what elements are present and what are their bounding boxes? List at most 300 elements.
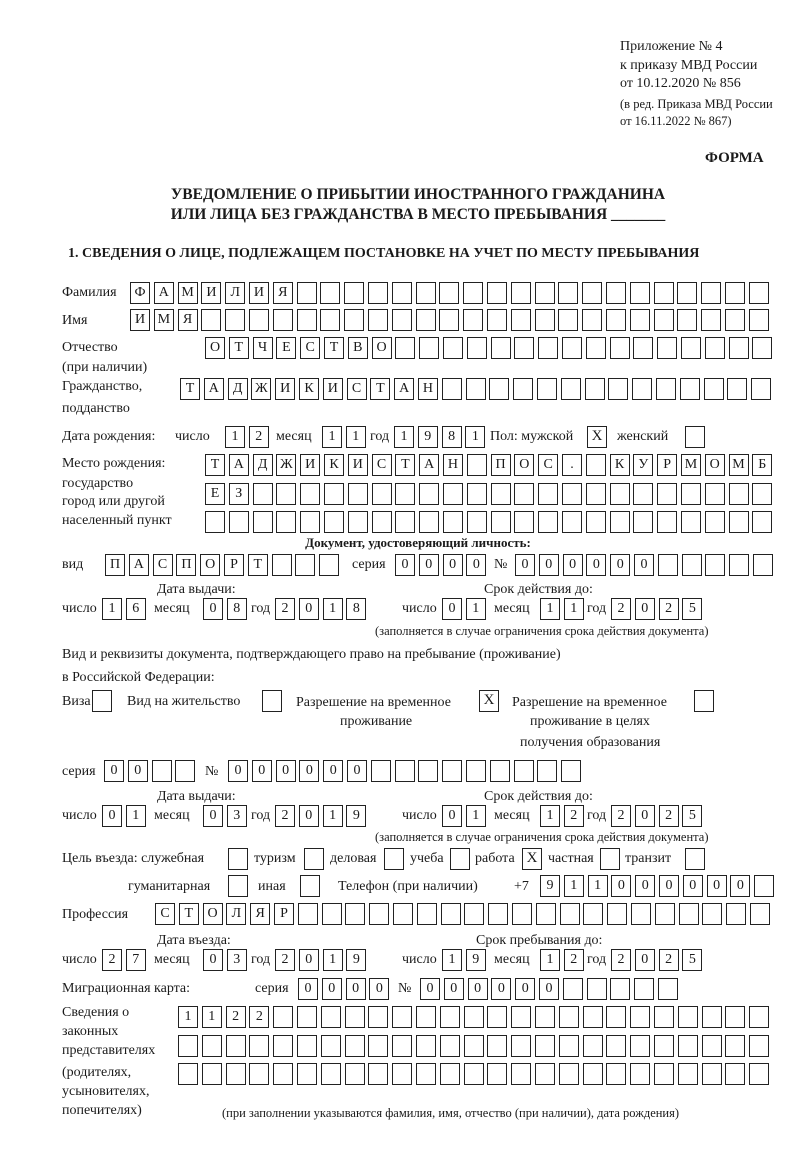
char-box[interactable] xyxy=(535,282,555,304)
char-box[interactable] xyxy=(562,483,582,505)
char-box[interactable] xyxy=(749,282,769,304)
char-box[interactable] xyxy=(393,903,413,925)
char-box[interactable]: С xyxy=(155,903,175,925)
stay-doc-series-field[interactable] xyxy=(104,760,195,782)
char-box[interactable] xyxy=(511,309,531,331)
char-box[interactable]: Д xyxy=(253,454,273,476)
char-box[interactable] xyxy=(416,309,436,331)
char-box[interactable] xyxy=(582,282,602,304)
purpose-study-checkbox[interactable] xyxy=(450,848,470,870)
char-box[interactable] xyxy=(487,1006,507,1028)
char-box[interactable]: С xyxy=(372,454,392,476)
purpose-private-checkbox[interactable] xyxy=(600,848,620,870)
char-box[interactable]: 0 xyxy=(515,978,535,1000)
birth-day-field[interactable] xyxy=(225,426,269,448)
char-box[interactable]: Е xyxy=(276,337,296,359)
id-valid-year-field[interactable] xyxy=(611,598,702,620)
char-box[interactable]: 7 xyxy=(126,949,146,971)
char-box[interactable] xyxy=(705,337,725,359)
char-box[interactable] xyxy=(511,1035,531,1057)
char-box[interactable] xyxy=(324,483,344,505)
sex-male-checkbox[interactable]: X xyxy=(587,426,607,448)
char-box[interactable] xyxy=(295,554,315,576)
char-box[interactable] xyxy=(702,903,722,925)
char-box[interactable]: 0 xyxy=(323,760,343,782)
char-box[interactable]: М xyxy=(729,454,749,476)
char-box[interactable]: 0 xyxy=(346,978,366,1000)
char-box[interactable] xyxy=(345,1063,365,1085)
char-box[interactable]: 0 xyxy=(322,978,342,1000)
char-box[interactable]: А xyxy=(154,282,174,304)
char-box[interactable] xyxy=(610,337,630,359)
char-box[interactable] xyxy=(608,378,628,400)
char-box[interactable] xyxy=(416,1063,436,1085)
char-box[interactable]: 0 xyxy=(104,760,124,782)
char-box[interactable] xyxy=(297,1006,317,1028)
char-box[interactable] xyxy=(395,483,415,505)
char-box[interactable] xyxy=(297,1035,317,1057)
char-box[interactable] xyxy=(536,903,556,925)
char-box[interactable] xyxy=(610,511,630,533)
stay-issue-day-field[interactable] xyxy=(102,805,146,827)
char-box[interactable] xyxy=(682,554,702,576)
char-box[interactable] xyxy=(392,1035,412,1057)
char-box[interactable]: 2 xyxy=(564,949,584,971)
char-box[interactable] xyxy=(702,1035,722,1057)
char-box[interactable]: 1 xyxy=(588,875,608,897)
char-box[interactable] xyxy=(680,378,700,400)
stay-valid-month-field[interactable] xyxy=(540,805,584,827)
char-box[interactable] xyxy=(491,337,511,359)
name-field[interactable] xyxy=(130,309,769,331)
char-box[interactable] xyxy=(559,1035,579,1057)
char-box[interactable] xyxy=(273,1006,293,1028)
char-box[interactable] xyxy=(297,309,317,331)
char-box[interactable]: Ж xyxy=(276,454,296,476)
char-box[interactable]: 0 xyxy=(707,875,727,897)
char-box[interactable]: 1 xyxy=(323,949,343,971)
char-box[interactable]: 8 xyxy=(442,426,462,448)
char-box[interactable] xyxy=(677,282,697,304)
char-box[interactable] xyxy=(321,1063,341,1085)
char-box[interactable] xyxy=(178,1063,198,1085)
char-box[interactable] xyxy=(610,483,630,505)
char-box[interactable] xyxy=(630,309,650,331)
char-box[interactable]: 1 xyxy=(540,805,560,827)
char-box[interactable]: 0 xyxy=(228,760,248,782)
char-box[interactable] xyxy=(701,309,721,331)
char-box[interactable]: Т xyxy=(180,378,200,400)
id-issue-year-field[interactable] xyxy=(275,598,366,620)
char-box[interactable] xyxy=(368,1063,388,1085)
char-box[interactable] xyxy=(416,1035,436,1057)
char-box[interactable]: Т xyxy=(205,454,225,476)
char-box[interactable] xyxy=(253,483,273,505)
char-box[interactable]: 0 xyxy=(102,805,122,827)
char-box[interactable] xyxy=(705,483,725,505)
char-box[interactable] xyxy=(729,554,749,576)
representatives-field-1[interactable] xyxy=(178,1006,769,1028)
char-box[interactable]: Т xyxy=(370,378,390,400)
entry-month-field[interactable] xyxy=(203,949,247,971)
char-box[interactable]: И xyxy=(300,454,320,476)
char-box[interactable] xyxy=(201,309,221,331)
char-box[interactable]: 0 xyxy=(347,760,367,782)
char-box[interactable] xyxy=(535,1035,555,1057)
char-box[interactable]: 1 xyxy=(102,598,122,620)
char-box[interactable] xyxy=(205,511,225,533)
char-box[interactable]: О xyxy=(200,554,220,576)
birth-year-field[interactable] xyxy=(394,426,485,448)
char-box[interactable] xyxy=(633,483,653,505)
char-box[interactable] xyxy=(726,903,746,925)
char-box[interactable]: 0 xyxy=(420,978,440,1000)
char-box[interactable]: 0 xyxy=(203,805,223,827)
char-box[interactable] xyxy=(511,1006,531,1028)
char-box[interactable]: 2 xyxy=(226,1006,246,1028)
char-box[interactable] xyxy=(654,1006,674,1028)
char-box[interactable] xyxy=(749,309,769,331)
char-box[interactable]: С xyxy=(300,337,320,359)
char-box[interactable]: 0 xyxy=(635,598,655,620)
birth-month-field[interactable] xyxy=(322,426,366,448)
char-box[interactable]: 1 xyxy=(442,949,462,971)
purpose-humanitarian-checkbox[interactable] xyxy=(228,875,248,897)
char-box[interactable]: З xyxy=(229,483,249,505)
char-box[interactable] xyxy=(440,1006,460,1028)
migration-card-series-field[interactable] xyxy=(298,978,389,1000)
visa-checkbox[interactable] xyxy=(92,690,112,712)
char-box[interactable] xyxy=(729,483,749,505)
char-box[interactable] xyxy=(630,1063,650,1085)
char-box[interactable]: 5 xyxy=(682,598,702,620)
char-box[interactable] xyxy=(559,1006,579,1028)
char-box[interactable] xyxy=(395,760,415,782)
char-box[interactable]: Т xyxy=(395,454,415,476)
char-box[interactable]: И xyxy=(249,282,269,304)
char-box[interactable]: 0 xyxy=(203,949,223,971)
char-box[interactable] xyxy=(658,978,678,1000)
char-box[interactable] xyxy=(202,1035,222,1057)
char-box[interactable] xyxy=(443,511,463,533)
char-box[interactable] xyxy=(320,282,340,304)
char-box[interactable]: 0 xyxy=(730,875,750,897)
char-box[interactable] xyxy=(679,903,699,925)
char-box[interactable] xyxy=(322,903,342,925)
char-box[interactable]: 0 xyxy=(468,978,488,1000)
char-box[interactable] xyxy=(749,1006,769,1028)
char-box[interactable] xyxy=(467,511,487,533)
birth-place-field-3[interactable] xyxy=(205,511,772,533)
representatives-field-3[interactable] xyxy=(178,1063,769,1085)
char-box[interactable] xyxy=(657,511,677,533)
char-box[interactable] xyxy=(586,483,606,505)
purpose-official-checkbox[interactable] xyxy=(228,848,248,870)
char-box[interactable] xyxy=(630,1035,650,1057)
char-box[interactable] xyxy=(633,337,653,359)
char-box[interactable]: 1 xyxy=(322,426,342,448)
char-box[interactable] xyxy=(442,378,462,400)
char-box[interactable] xyxy=(606,1035,626,1057)
char-box[interactable] xyxy=(368,1006,388,1028)
char-box[interactable] xyxy=(226,1035,246,1057)
char-box[interactable] xyxy=(348,483,368,505)
char-box[interactable]: 0 xyxy=(635,805,655,827)
char-box[interactable] xyxy=(535,309,555,331)
char-box[interactable]: 1 xyxy=(126,805,146,827)
char-box[interactable] xyxy=(654,1063,674,1085)
char-box[interactable]: 2 xyxy=(659,949,679,971)
char-box[interactable]: Я xyxy=(273,282,293,304)
char-box[interactable] xyxy=(467,454,487,476)
trp-edu-checkbox[interactable] xyxy=(694,690,714,712)
char-box[interactable]: 6 xyxy=(126,598,146,620)
char-box[interactable] xyxy=(490,760,510,782)
purpose-other-checkbox[interactable] xyxy=(300,875,320,897)
char-box[interactable] xyxy=(324,511,344,533)
char-box[interactable] xyxy=(440,1063,460,1085)
char-box[interactable] xyxy=(607,903,627,925)
char-box[interactable]: М xyxy=(178,282,198,304)
char-box[interactable] xyxy=(178,1035,198,1057)
char-box[interactable]: 0 xyxy=(299,760,319,782)
char-box[interactable]: 5 xyxy=(682,949,702,971)
char-box[interactable]: 1 xyxy=(466,598,486,620)
entry-year-field[interactable] xyxy=(275,949,366,971)
char-box[interactable] xyxy=(249,1063,269,1085)
char-box[interactable] xyxy=(681,483,701,505)
char-box[interactable]: 0 xyxy=(444,978,464,1000)
char-box[interactable]: 0 xyxy=(491,978,511,1000)
patronymic-field[interactable] xyxy=(205,337,772,359)
char-box[interactable]: Р xyxy=(274,903,294,925)
id-valid-month-field[interactable] xyxy=(540,598,584,620)
char-box[interactable]: 0 xyxy=(443,554,463,576)
char-box[interactable] xyxy=(297,282,317,304)
stay-issue-year-field[interactable] xyxy=(275,805,366,827)
char-box[interactable] xyxy=(487,1063,507,1085)
char-box[interactable]: 1 xyxy=(564,875,584,897)
char-box[interactable] xyxy=(348,511,368,533)
char-box[interactable] xyxy=(152,760,172,782)
char-box[interactable] xyxy=(583,1006,603,1028)
char-box[interactable] xyxy=(321,1006,341,1028)
char-box[interactable] xyxy=(586,511,606,533)
char-box[interactable]: 0 xyxy=(563,554,583,576)
char-box[interactable] xyxy=(466,760,486,782)
id-issue-day-field[interactable] xyxy=(102,598,146,620)
char-box[interactable] xyxy=(395,337,415,359)
char-box[interactable]: 1 xyxy=(202,1006,222,1028)
char-box[interactable] xyxy=(372,511,392,533)
char-box[interactable]: 0 xyxy=(276,760,296,782)
migration-card-number-field[interactable] xyxy=(420,978,678,1000)
char-box[interactable] xyxy=(538,511,558,533)
char-box[interactable] xyxy=(634,978,654,1000)
char-box[interactable] xyxy=(202,1063,222,1085)
char-box[interactable] xyxy=(702,1006,722,1028)
char-box[interactable] xyxy=(705,554,725,576)
purpose-work-checkbox[interactable]: X xyxy=(522,848,542,870)
char-box[interactable] xyxy=(345,903,365,925)
char-box[interactable] xyxy=(345,1006,365,1028)
char-box[interactable] xyxy=(654,309,674,331)
char-box[interactable]: 2 xyxy=(659,598,679,620)
char-box[interactable]: 0 xyxy=(515,554,535,576)
char-box[interactable]: . xyxy=(562,454,582,476)
char-box[interactable]: 0 xyxy=(442,805,462,827)
char-box[interactable]: К xyxy=(299,378,319,400)
char-box[interactable] xyxy=(514,511,534,533)
id-doc-number-field[interactable] xyxy=(515,554,773,576)
char-box[interactable] xyxy=(272,554,292,576)
char-box[interactable] xyxy=(561,378,581,400)
char-box[interactable] xyxy=(562,511,582,533)
purpose-tourism-checkbox[interactable] xyxy=(304,848,324,870)
char-box[interactable] xyxy=(491,483,511,505)
char-box[interactable]: Н xyxy=(443,454,463,476)
stay-until-day-field[interactable] xyxy=(442,949,486,971)
char-box[interactable] xyxy=(558,282,578,304)
char-box[interactable] xyxy=(419,337,439,359)
char-box[interactable]: П xyxy=(491,454,511,476)
char-box[interactable]: 0 xyxy=(634,554,654,576)
char-box[interactable]: 9 xyxy=(346,949,366,971)
char-box[interactable] xyxy=(226,1063,246,1085)
char-box[interactable]: 0 xyxy=(299,805,319,827)
char-box[interactable]: И xyxy=(201,282,221,304)
char-box[interactable] xyxy=(467,483,487,505)
char-box[interactable]: Т xyxy=(248,554,268,576)
char-box[interactable]: 0 xyxy=(611,875,631,897)
char-box[interactable] xyxy=(443,483,463,505)
char-box[interactable] xyxy=(372,483,392,505)
stay-until-year-field[interactable] xyxy=(611,949,702,971)
char-box[interactable]: 2 xyxy=(275,949,295,971)
char-box[interactable] xyxy=(654,282,674,304)
char-box[interactable]: 2 xyxy=(249,426,269,448)
char-box[interactable] xyxy=(631,903,651,925)
char-box[interactable]: И xyxy=(348,454,368,476)
char-box[interactable]: 3 xyxy=(227,949,247,971)
char-box[interactable]: 0 xyxy=(298,978,318,1000)
char-box[interactable] xyxy=(586,454,606,476)
char-box[interactable] xyxy=(563,978,583,1000)
id-valid-day-field[interactable] xyxy=(442,598,486,620)
char-box[interactable]: М xyxy=(681,454,701,476)
char-box[interactable] xyxy=(300,483,320,505)
id-doc-type-field[interactable] xyxy=(105,554,339,576)
char-box[interactable]: 1 xyxy=(346,426,366,448)
char-box[interactable] xyxy=(319,554,339,576)
char-box[interactable] xyxy=(606,309,626,331)
char-box[interactable] xyxy=(512,903,532,925)
trp-checkbox[interactable]: X xyxy=(479,690,499,712)
residence-permit-checkbox[interactable] xyxy=(262,690,282,712)
char-box[interactable]: 0 xyxy=(128,760,148,782)
char-box[interactable] xyxy=(418,760,438,782)
char-box[interactable]: И xyxy=(323,378,343,400)
char-box[interactable] xyxy=(538,337,558,359)
char-box[interactable] xyxy=(417,903,437,925)
char-box[interactable] xyxy=(300,511,320,533)
char-box[interactable] xyxy=(727,378,747,400)
char-box[interactable]: 1 xyxy=(466,805,486,827)
char-box[interactable]: 0 xyxy=(203,598,223,620)
char-box[interactable] xyxy=(558,309,578,331)
char-box[interactable] xyxy=(658,554,678,576)
char-box[interactable] xyxy=(537,378,557,400)
char-box[interactable] xyxy=(677,309,697,331)
char-box[interactable] xyxy=(443,337,463,359)
char-box[interactable]: Ч xyxy=(253,337,273,359)
char-box[interactable]: Л xyxy=(226,903,246,925)
char-box[interactable] xyxy=(368,282,388,304)
char-box[interactable]: 0 xyxy=(659,875,679,897)
char-box[interactable] xyxy=(514,483,534,505)
char-box[interactable] xyxy=(585,378,605,400)
char-box[interactable] xyxy=(678,1006,698,1028)
char-box[interactable] xyxy=(392,1006,412,1028)
char-box[interactable] xyxy=(511,282,531,304)
char-box[interactable]: Н xyxy=(418,378,438,400)
char-box[interactable] xyxy=(439,282,459,304)
stay-doc-number-field[interactable] xyxy=(228,760,581,782)
char-box[interactable]: Т xyxy=(229,337,249,359)
char-box[interactable]: 1 xyxy=(540,949,560,971)
char-box[interactable] xyxy=(321,1035,341,1057)
char-box[interactable]: 8 xyxy=(346,598,366,620)
char-box[interactable]: Я xyxy=(250,903,270,925)
surname-field[interactable] xyxy=(130,282,769,304)
char-box[interactable] xyxy=(514,760,534,782)
char-box[interactable]: 2 xyxy=(275,805,295,827)
char-box[interactable]: 1 xyxy=(178,1006,198,1028)
char-box[interactable] xyxy=(419,511,439,533)
char-box[interactable] xyxy=(681,337,701,359)
char-box[interactable] xyxy=(725,1006,745,1028)
char-box[interactable]: 0 xyxy=(586,554,606,576)
id-doc-series-field[interactable] xyxy=(395,554,486,576)
char-box[interactable]: И xyxy=(130,309,150,331)
char-box[interactable]: 2 xyxy=(564,805,584,827)
char-box[interactable] xyxy=(583,1063,603,1085)
char-box[interactable] xyxy=(753,554,773,576)
char-box[interactable]: Б xyxy=(752,454,772,476)
char-box[interactable]: С xyxy=(153,554,173,576)
char-box[interactable] xyxy=(273,1063,293,1085)
char-box[interactable]: 0 xyxy=(635,875,655,897)
char-box[interactable]: 0 xyxy=(442,598,462,620)
char-box[interactable] xyxy=(704,378,724,400)
char-box[interactable] xyxy=(560,903,580,925)
char-box[interactable] xyxy=(561,760,581,782)
char-box[interactable]: 1 xyxy=(564,598,584,620)
char-box[interactable] xyxy=(701,282,721,304)
char-box[interactable] xyxy=(725,282,745,304)
char-box[interactable]: 9 xyxy=(466,949,486,971)
char-box[interactable]: И xyxy=(275,378,295,400)
char-box[interactable] xyxy=(419,483,439,505)
char-box[interactable]: 0 xyxy=(252,760,272,782)
char-box[interactable] xyxy=(273,1035,293,1057)
char-box[interactable]: О xyxy=(205,337,225,359)
char-box[interactable] xyxy=(249,309,269,331)
stay-valid-day-field[interactable] xyxy=(442,805,486,827)
char-box[interactable] xyxy=(392,282,412,304)
char-box[interactable] xyxy=(681,511,701,533)
char-box[interactable] xyxy=(678,1035,698,1057)
